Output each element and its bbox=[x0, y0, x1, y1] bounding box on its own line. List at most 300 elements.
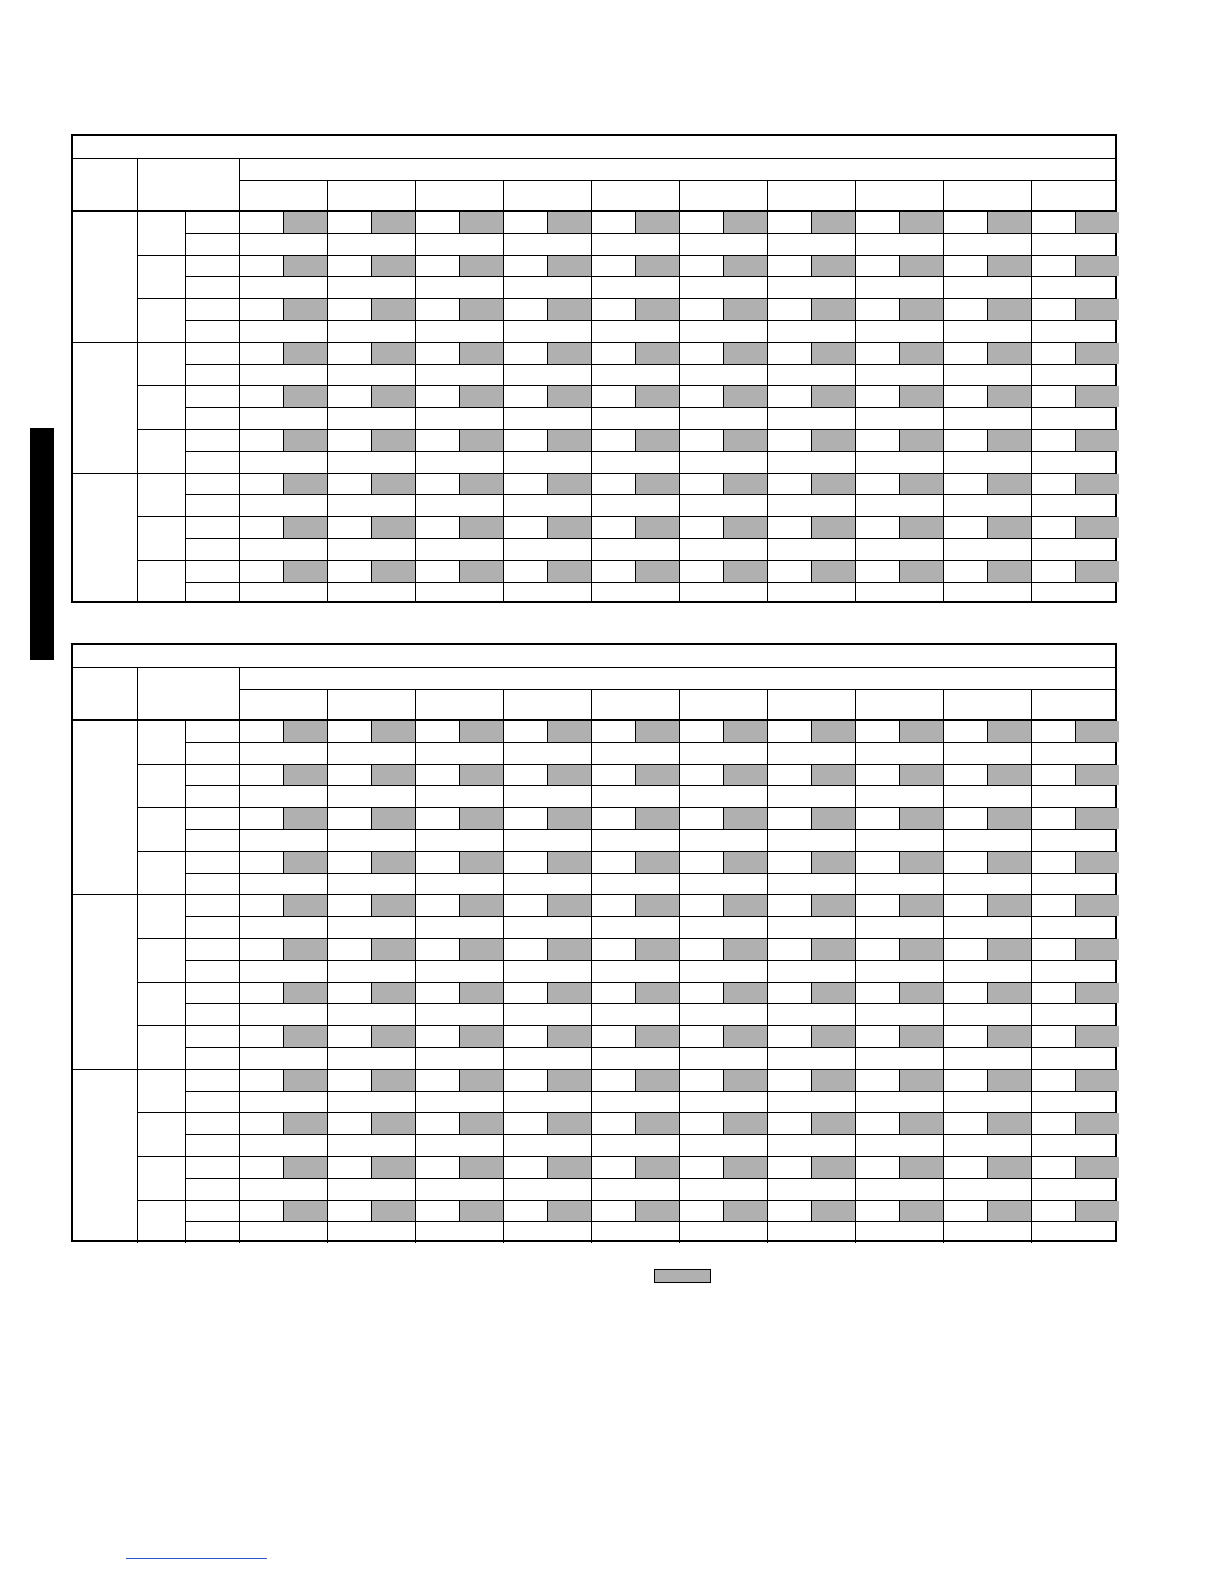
shaded-cell bbox=[372, 895, 415, 916]
cell-rule bbox=[987, 938, 988, 960]
cell-rule bbox=[899, 1025, 900, 1047]
shaded-cell bbox=[988, 474, 1031, 495]
shaded-cell bbox=[988, 1070, 1031, 1091]
cell-rule bbox=[547, 1156, 548, 1178]
cell-rule bbox=[459, 894, 460, 916]
shaded-cell bbox=[812, 343, 855, 364]
shaded-cell bbox=[812, 430, 855, 451]
shaded-cell bbox=[548, 765, 591, 786]
shaded-cell bbox=[284, 852, 327, 873]
shaded-cell bbox=[284, 517, 327, 538]
row-rule bbox=[185, 1091, 1115, 1092]
cell-rule bbox=[635, 298, 636, 320]
shaded-cell bbox=[636, 343, 679, 364]
shaded-cell bbox=[900, 386, 943, 407]
cell-rule bbox=[283, 516, 284, 538]
shaded-cell bbox=[636, 212, 679, 233]
shaded-cell bbox=[812, 1201, 855, 1222]
shaded-cell bbox=[988, 212, 1031, 233]
cell-rule bbox=[723, 851, 724, 873]
cell-rule bbox=[283, 560, 284, 582]
row-rule bbox=[185, 538, 1115, 539]
shaded-cell bbox=[724, 1201, 767, 1222]
shaded-cell bbox=[636, 386, 679, 407]
cell-rule bbox=[1075, 255, 1076, 277]
shaded-cell bbox=[724, 1070, 767, 1091]
shaded-cell bbox=[460, 386, 503, 407]
cell-rule bbox=[459, 385, 460, 407]
cell-rule bbox=[1075, 342, 1076, 364]
cell-rule bbox=[459, 516, 460, 538]
shaded-cell bbox=[724, 517, 767, 538]
shaded-cell bbox=[284, 1070, 327, 1091]
cell-rule bbox=[371, 473, 372, 495]
cell-rule bbox=[635, 1069, 636, 1091]
column-rule bbox=[1031, 180, 1032, 603]
cell-rule bbox=[723, 255, 724, 277]
cell-rule bbox=[547, 720, 548, 742]
shaded-cell bbox=[812, 299, 855, 320]
cell-rule bbox=[371, 1069, 372, 1091]
column-rule bbox=[327, 180, 328, 603]
shaded-cell bbox=[988, 256, 1031, 277]
shaded-cell bbox=[284, 256, 327, 277]
cell-rule bbox=[283, 938, 284, 960]
shaded-cell bbox=[636, 1157, 679, 1178]
group-rule bbox=[73, 342, 1115, 343]
cell-rule bbox=[371, 807, 372, 829]
cell-rule bbox=[987, 211, 988, 233]
shaded-cell bbox=[1076, 983, 1119, 1004]
cell-rule bbox=[547, 938, 548, 960]
cell-rule bbox=[1075, 851, 1076, 873]
cell-rule bbox=[723, 385, 724, 407]
cell-rule bbox=[635, 516, 636, 538]
cell-rule bbox=[635, 1156, 636, 1178]
shaded-cell bbox=[1076, 895, 1119, 916]
cell-rule bbox=[635, 938, 636, 960]
shaded-cell bbox=[284, 343, 327, 364]
shaded-cell bbox=[812, 939, 855, 960]
shaded-cell bbox=[460, 939, 503, 960]
cell-rule bbox=[1075, 720, 1076, 742]
shaded-cell bbox=[372, 561, 415, 582]
shaded-cell bbox=[724, 561, 767, 582]
shaded-cell bbox=[1076, 1113, 1119, 1134]
shaded-cell bbox=[460, 561, 503, 582]
cell-rule bbox=[987, 429, 988, 451]
cell-rule bbox=[811, 938, 812, 960]
cell-rule bbox=[811, 342, 812, 364]
cell-rule bbox=[283, 1200, 284, 1222]
cell-rule bbox=[723, 516, 724, 538]
cell-rule bbox=[371, 516, 372, 538]
cell-rule bbox=[635, 385, 636, 407]
cell-rule bbox=[283, 851, 284, 873]
cell-rule bbox=[899, 255, 900, 277]
shaded-cell bbox=[548, 256, 591, 277]
shaded-cell bbox=[548, 808, 591, 829]
group-rule bbox=[73, 473, 1115, 474]
shaded-cell bbox=[900, 1201, 943, 1222]
shaded-cell bbox=[724, 256, 767, 277]
shaded-cell bbox=[900, 212, 943, 233]
row-rule bbox=[185, 494, 1115, 495]
shaded-cell bbox=[636, 983, 679, 1004]
shaded-cell bbox=[284, 895, 327, 916]
shaded-cell bbox=[372, 256, 415, 277]
cell-rule bbox=[987, 1156, 988, 1178]
cell-rule bbox=[459, 1025, 460, 1047]
cell-rule bbox=[899, 894, 900, 916]
footer-link-rule bbox=[126, 1558, 267, 1559]
cell-rule bbox=[899, 982, 900, 1004]
cell-rule bbox=[635, 807, 636, 829]
cell-rule bbox=[811, 894, 812, 916]
shaded-cell bbox=[900, 299, 943, 320]
row-rule bbox=[185, 742, 1115, 743]
cell-rule bbox=[899, 807, 900, 829]
shaded-cell bbox=[372, 765, 415, 786]
shaded-cell bbox=[812, 517, 855, 538]
shaded-cell bbox=[460, 983, 503, 1004]
cell-rule bbox=[459, 807, 460, 829]
shaded-cell bbox=[988, 1113, 1031, 1134]
cell-rule bbox=[987, 385, 988, 407]
cell-rule bbox=[1075, 938, 1076, 960]
shaded-cell bbox=[372, 212, 415, 233]
cell-rule bbox=[283, 1156, 284, 1178]
shaded-cell bbox=[724, 474, 767, 495]
cell-rule bbox=[547, 1025, 548, 1047]
row-rule bbox=[185, 960, 1115, 961]
cell-rule bbox=[987, 1200, 988, 1222]
shaded-cell bbox=[900, 765, 943, 786]
cell-rule bbox=[547, 1112, 548, 1134]
shaded-cell bbox=[548, 721, 591, 742]
header-rule bbox=[239, 180, 1115, 181]
shaded-cell bbox=[900, 256, 943, 277]
cell-rule bbox=[987, 720, 988, 742]
shaded-cell bbox=[900, 430, 943, 451]
shaded-cell bbox=[372, 1157, 415, 1178]
cell-rule bbox=[283, 764, 284, 786]
cell-rule bbox=[899, 1112, 900, 1134]
cell-rule bbox=[459, 1156, 460, 1178]
cell-rule bbox=[723, 938, 724, 960]
cell-rule bbox=[811, 851, 812, 873]
legend-shaded-swatch bbox=[654, 1269, 711, 1283]
cell-rule bbox=[1075, 982, 1076, 1004]
column-rule bbox=[943, 180, 944, 603]
cell-rule bbox=[1075, 764, 1076, 786]
cell-rule bbox=[371, 560, 372, 582]
shaded-cell bbox=[812, 983, 855, 1004]
row-rule bbox=[185, 785, 1115, 786]
cell-rule bbox=[723, 720, 724, 742]
cell-rule bbox=[811, 1112, 812, 1134]
cell-rule bbox=[899, 385, 900, 407]
cell-rule bbox=[459, 560, 460, 582]
shaded-cell bbox=[548, 299, 591, 320]
shaded-cell bbox=[460, 1113, 503, 1134]
cell-rule bbox=[987, 982, 988, 1004]
shaded-cell bbox=[900, 983, 943, 1004]
shaded-cell bbox=[988, 852, 1031, 873]
shaded-cell bbox=[460, 212, 503, 233]
cell-rule bbox=[987, 298, 988, 320]
row-rule bbox=[185, 1134, 1115, 1135]
group-rule bbox=[73, 894, 1115, 895]
shaded-cell bbox=[372, 474, 415, 495]
shaded-cell bbox=[1076, 299, 1119, 320]
shaded-cell bbox=[988, 1157, 1031, 1178]
row-rule bbox=[185, 1221, 1115, 1222]
cell-rule bbox=[547, 982, 548, 1004]
cell-rule bbox=[811, 473, 812, 495]
cell-rule bbox=[899, 764, 900, 786]
cell-rule bbox=[987, 1025, 988, 1047]
cell-rule bbox=[899, 851, 900, 873]
cell-rule bbox=[283, 211, 284, 233]
cell-rule bbox=[547, 255, 548, 277]
shaded-cell bbox=[812, 1070, 855, 1091]
cell-rule bbox=[635, 1200, 636, 1222]
cell-rule bbox=[1075, 1200, 1076, 1222]
row-rule bbox=[185, 407, 1115, 408]
shaded-cell bbox=[1076, 1157, 1119, 1178]
row-rule bbox=[185, 1003, 1115, 1004]
column-rule bbox=[943, 689, 944, 1243]
shaded-cell bbox=[284, 765, 327, 786]
cell-rule bbox=[987, 516, 988, 538]
cell-rule bbox=[459, 982, 460, 1004]
cell-rule bbox=[371, 720, 372, 742]
cell-rule bbox=[1075, 298, 1076, 320]
shaded-cell bbox=[1076, 561, 1119, 582]
shaded-cell bbox=[900, 808, 943, 829]
shaded-cell bbox=[900, 561, 943, 582]
shaded-cell bbox=[284, 939, 327, 960]
cell-rule bbox=[635, 255, 636, 277]
shaded-cell bbox=[1076, 808, 1119, 829]
shaded-cell bbox=[284, 212, 327, 233]
cell-rule bbox=[1075, 894, 1076, 916]
cell-rule bbox=[987, 255, 988, 277]
column-rule bbox=[503, 689, 504, 1243]
shaded-cell bbox=[636, 430, 679, 451]
cell-rule bbox=[723, 807, 724, 829]
header-rule bbox=[73, 667, 1115, 668]
cell-rule bbox=[723, 1069, 724, 1091]
column-rule bbox=[239, 158, 240, 603]
cell-rule bbox=[283, 720, 284, 742]
cell-rule bbox=[635, 211, 636, 233]
shaded-cell bbox=[900, 721, 943, 742]
cell-rule bbox=[1075, 385, 1076, 407]
cell-rule bbox=[899, 560, 900, 582]
cell-rule bbox=[459, 429, 460, 451]
shaded-cell bbox=[284, 721, 327, 742]
shaded-cell bbox=[460, 299, 503, 320]
cell-rule bbox=[547, 473, 548, 495]
shaded-cell bbox=[284, 1157, 327, 1178]
cell-rule bbox=[723, 1112, 724, 1134]
column-rule bbox=[767, 180, 768, 603]
shaded-cell bbox=[460, 765, 503, 786]
shaded-cell bbox=[988, 299, 1031, 320]
cell-rule bbox=[635, 473, 636, 495]
cell-rule bbox=[371, 851, 372, 873]
shaded-cell bbox=[636, 895, 679, 916]
cell-rule bbox=[811, 1025, 812, 1047]
shaded-cell bbox=[812, 212, 855, 233]
cell-rule bbox=[635, 764, 636, 786]
cell-rule bbox=[371, 982, 372, 1004]
cell-rule bbox=[723, 894, 724, 916]
cell-rule bbox=[283, 894, 284, 916]
cell-rule bbox=[723, 298, 724, 320]
cell-rule bbox=[811, 211, 812, 233]
shaded-cell bbox=[548, 561, 591, 582]
performance-table-lower bbox=[71, 643, 1117, 1242]
shaded-cell bbox=[724, 721, 767, 742]
cell-rule bbox=[899, 1156, 900, 1178]
shaded-cell bbox=[900, 852, 943, 873]
shaded-cell bbox=[372, 1070, 415, 1091]
cell-rule bbox=[987, 894, 988, 916]
row-rule bbox=[185, 451, 1115, 452]
shaded-cell bbox=[636, 765, 679, 786]
shaded-cell bbox=[988, 343, 1031, 364]
shaded-cell bbox=[548, 1157, 591, 1178]
cell-rule bbox=[459, 298, 460, 320]
cell-rule bbox=[371, 211, 372, 233]
row-rule bbox=[185, 320, 1115, 321]
shaded-cell bbox=[548, 895, 591, 916]
cell-rule bbox=[459, 720, 460, 742]
shaded-cell bbox=[636, 852, 679, 873]
cell-rule bbox=[371, 342, 372, 364]
cell-rule bbox=[459, 1200, 460, 1222]
cell-rule bbox=[283, 1025, 284, 1047]
shaded-cell bbox=[636, 721, 679, 742]
cell-rule bbox=[899, 211, 900, 233]
shaded-cell bbox=[460, 1157, 503, 1178]
cell-rule bbox=[1075, 1112, 1076, 1134]
cell-rule bbox=[1075, 1025, 1076, 1047]
cell-rule bbox=[459, 255, 460, 277]
cell-rule bbox=[1075, 473, 1076, 495]
cell-rule bbox=[547, 429, 548, 451]
shaded-cell bbox=[372, 343, 415, 364]
shaded-cell bbox=[548, 212, 591, 233]
cell-rule bbox=[723, 982, 724, 1004]
cell-rule bbox=[547, 894, 548, 916]
shaded-cell bbox=[636, 1070, 679, 1091]
shaded-cell bbox=[812, 895, 855, 916]
cell-rule bbox=[899, 342, 900, 364]
cell-rule bbox=[459, 851, 460, 873]
shaded-cell bbox=[724, 765, 767, 786]
cell-rule bbox=[547, 1200, 548, 1222]
shaded-cell bbox=[988, 1026, 1031, 1047]
shaded-cell bbox=[1076, 343, 1119, 364]
cell-rule bbox=[635, 720, 636, 742]
cell-rule bbox=[635, 1025, 636, 1047]
shaded-cell bbox=[548, 1113, 591, 1134]
shaded-cell bbox=[724, 1026, 767, 1047]
cell-rule bbox=[459, 1069, 460, 1091]
column-rule bbox=[137, 158, 138, 603]
shaded-cell bbox=[548, 983, 591, 1004]
cell-rule bbox=[283, 473, 284, 495]
cell-rule bbox=[723, 1200, 724, 1222]
shaded-cell bbox=[636, 1113, 679, 1134]
shaded-cell bbox=[1076, 430, 1119, 451]
shaded-cell bbox=[284, 386, 327, 407]
shaded-cell bbox=[900, 1113, 943, 1134]
column-rule bbox=[591, 689, 592, 1243]
column-rule bbox=[767, 689, 768, 1243]
cell-rule bbox=[811, 1156, 812, 1178]
row-rule bbox=[185, 1047, 1115, 1048]
shaded-cell bbox=[812, 256, 855, 277]
cell-rule bbox=[899, 938, 900, 960]
shaded-cell bbox=[1076, 939, 1119, 960]
shaded-cell bbox=[812, 1157, 855, 1178]
cell-rule bbox=[371, 1025, 372, 1047]
shaded-cell bbox=[812, 1026, 855, 1047]
shaded-cell bbox=[372, 1201, 415, 1222]
shaded-cell bbox=[812, 765, 855, 786]
shaded-cell bbox=[372, 852, 415, 873]
cell-rule bbox=[899, 1069, 900, 1091]
cell-rule bbox=[459, 1112, 460, 1134]
shaded-cell bbox=[1076, 386, 1119, 407]
shaded-cell bbox=[724, 386, 767, 407]
shaded-cell bbox=[548, 517, 591, 538]
shaded-cell bbox=[988, 517, 1031, 538]
cell-rule bbox=[987, 342, 988, 364]
shaded-cell bbox=[1076, 212, 1119, 233]
shaded-cell bbox=[460, 1201, 503, 1222]
cell-rule bbox=[283, 1112, 284, 1134]
shaded-cell bbox=[372, 299, 415, 320]
cell-rule bbox=[899, 473, 900, 495]
shaded-cell bbox=[548, 939, 591, 960]
column-rule bbox=[415, 180, 416, 603]
shaded-cell bbox=[1076, 1070, 1119, 1091]
shaded-cell bbox=[636, 256, 679, 277]
cell-rule bbox=[283, 807, 284, 829]
cell-rule bbox=[547, 516, 548, 538]
shaded-cell bbox=[636, 808, 679, 829]
cell-rule bbox=[635, 851, 636, 873]
cell-rule bbox=[987, 1069, 988, 1091]
shaded-cell bbox=[988, 561, 1031, 582]
cell-rule bbox=[371, 938, 372, 960]
cell-rule bbox=[283, 298, 284, 320]
cell-rule bbox=[899, 298, 900, 320]
group-rule bbox=[73, 1069, 1115, 1070]
cell-rule bbox=[283, 429, 284, 451]
column-rule bbox=[503, 180, 504, 603]
shaded-cell bbox=[548, 1070, 591, 1091]
shaded-cell bbox=[284, 808, 327, 829]
shaded-cell bbox=[372, 430, 415, 451]
cell-rule bbox=[811, 560, 812, 582]
